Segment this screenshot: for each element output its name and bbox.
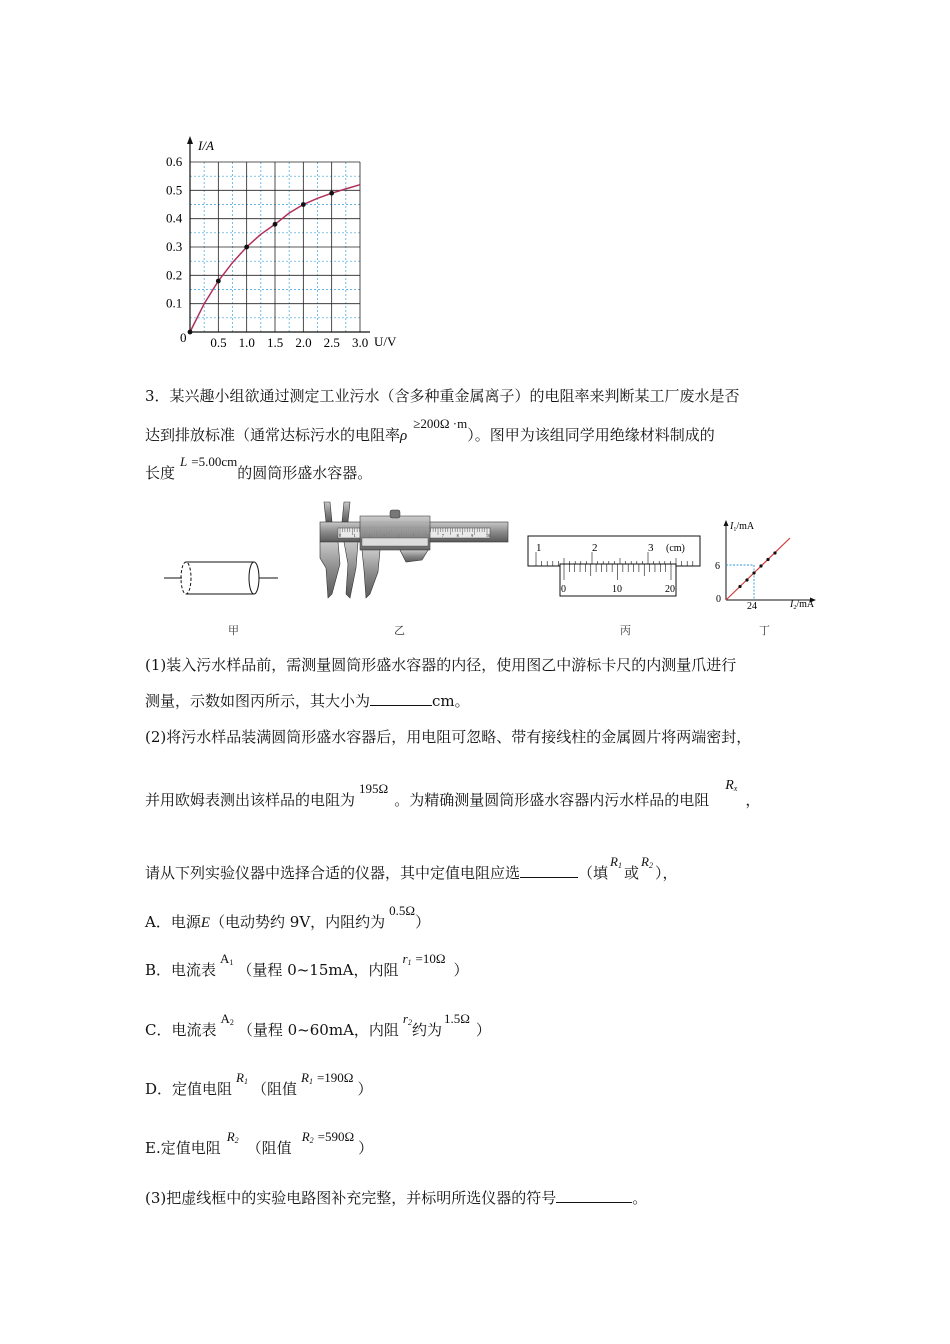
q3-l2a: 达到排放标准（通常达标污水的电阻率 (145, 426, 401, 444)
caliper-mark: 7 (441, 533, 444, 538)
r1-symbol: R1 (610, 854, 622, 870)
option-e-r2-symbol: R2 (226, 1129, 239, 1145)
scale-main-label-3: 3 (648, 542, 654, 554)
figure-yi-caliper (316, 498, 512, 604)
data-point (329, 191, 334, 196)
p2-l3b: （填 (578, 864, 609, 882)
option-a-label: A．电源 (145, 913, 201, 931)
option-a (145, 903, 431, 933)
ding-x-tick: 24 (747, 601, 757, 612)
scale-main-label-1: 1 (536, 542, 542, 554)
option-d-text: （阻值 (251, 1080, 297, 1098)
y-axis-arrow (187, 136, 193, 144)
data-point (301, 202, 306, 207)
scale-main-label-2: 2 (592, 542, 598, 554)
p1-line-1: (1)装入污水样品前，需测量圆筒形盛水容器的内径，使用图乙中游标卡尺的内测量爪进行 (145, 656, 737, 674)
option-b (145, 951, 469, 983)
q3-line-1: 3．某兴趣小组欲通过测定工业污水（含多种重金属离子）的电阻率来判断某工厂废水是否 (145, 387, 740, 405)
figure-ding-graph (706, 516, 834, 612)
option-a-close: ） (415, 913, 431, 931)
length-symbol: L (180, 454, 188, 469)
option-e-close: ） (358, 1139, 374, 1157)
scale-vernier-label-10: 10 (612, 584, 622, 595)
option-a-e-symbol: E (200, 915, 211, 931)
option-e-value: =590Ω (317, 1129, 355, 1144)
y-tick-label: 0.3 (166, 239, 183, 254)
caption-jia: 甲 (228, 624, 239, 637)
ding-x-label: $I_2/mA$ (790, 599, 815, 611)
q3-line-3 (145, 454, 373, 484)
r2-symbol: R2 (641, 854, 653, 870)
p1-l2a: 测量，示数如图丙所示，其大小为 (145, 692, 371, 710)
y-tick-label: 0.4 (166, 210, 183, 226)
option-c-text: （量程 0~60mA，内阻 (237, 1021, 399, 1039)
p3-line-1 (145, 1188, 647, 1208)
scale-vernier-label-0: 0 (561, 584, 566, 595)
scale-vernier-label-20: 20 (665, 584, 675, 595)
p1-l2b: cm。 (432, 692, 470, 710)
p2-l3a: 请从下列实验仪器中选择合适的仪器，其中定值电阻应选 (145, 864, 521, 882)
x-axis-label: U/V (374, 334, 397, 349)
ding-y-label: $I_1/mA$ (730, 521, 755, 533)
option-e-r2-eq-symbol: R2 (301, 1129, 314, 1145)
resistance-value: 195Ω (359, 781, 389, 796)
p2-line-2 (145, 778, 761, 813)
answer-blank-2[interactable] (520, 863, 578, 878)
rho-value: ≥200Ω ·m (413, 416, 468, 431)
option-a-value: 0.5Ω (389, 903, 416, 918)
y-tick-label: 0.5 (166, 182, 183, 198)
x-tick-label: 1.5 (267, 335, 284, 350)
p1-line-2 (145, 691, 470, 711)
option-c-close: ） (475, 1021, 491, 1039)
x-tick-label: 1.0 (238, 335, 255, 350)
option-e-text: （阻值 (246, 1139, 292, 1157)
caption-ding: 丁 (759, 624, 770, 637)
option-d-r1-symbol: R1 (236, 1070, 248, 1086)
option-e (145, 1129, 374, 1161)
p2-line-3 (145, 854, 678, 886)
caption-yi: 乙 (394, 624, 405, 637)
p2-l2b: 。为精确测量圆筒形盛水容器内污水样品的电阻 (394, 791, 710, 809)
option-d (145, 1070, 373, 1102)
option-d-label: D．定值电阻 (145, 1080, 233, 1098)
ammeter-a2-symbol: A2 (220, 1011, 234, 1027)
p2-l2a: 并用欧姆表测出该样品的电阻为 (145, 791, 356, 809)
r2-internal-symbol: r2 (402, 1011, 412, 1027)
x-tick-label: 0.5 (210, 335, 227, 350)
r1-internal-symbol: r1 (402, 951, 412, 967)
caliper-mark: 9 (471, 533, 474, 538)
rho-symbol: ρ (400, 428, 408, 444)
p3-l1a: (3)把虚线框中的实验电路图补充完整，并标明所选仪器的符号 (145, 1189, 557, 1207)
figure-bing-scale (526, 534, 706, 600)
caption-bing: 丙 (620, 624, 631, 637)
option-e-label: E.定值电阻 (145, 1139, 221, 1157)
option-b-value: =10Ω (415, 951, 446, 966)
y-tick-label: 0.1 (166, 295, 183, 311)
q3-l2b: ）。图甲为该组同学用绝缘材料制成的 (467, 426, 715, 444)
x-tick-label: 2.0 (295, 335, 312, 350)
ding-y-tick: 6 (715, 561, 720, 572)
ammeter-a1-symbol: A1 (220, 951, 234, 967)
option-c-mid: 约为 (411, 1021, 442, 1039)
caliper-mark: 0 (339, 533, 341, 538)
length-value: =5.00cm (191, 454, 238, 469)
y-tick-label: 0.6 (166, 154, 183, 169)
option-d-value: =190Ω (316, 1070, 354, 1085)
x-tick-label: 2.5 (323, 335, 340, 350)
data-point (188, 330, 193, 335)
chart-origin-label: 0 (180, 330, 187, 345)
data-point (273, 222, 278, 227)
ding-origin: 0 (716, 594, 721, 605)
option-b-close: ） (453, 961, 469, 979)
y-tick-label: 0.2 (166, 267, 183, 283)
option-d-r1-eq-symbol: R1 (301, 1070, 313, 1086)
caliper-mark: 8 (456, 533, 459, 538)
caliper-mark: 1 (353, 533, 356, 538)
p2-l3c: ）， (654, 864, 678, 882)
data-point (244, 245, 249, 250)
rx-symbol: Rx (725, 778, 738, 793)
option-d-close: ） (357, 1080, 373, 1098)
option-b-label: B．电流表 (145, 961, 217, 979)
p2-line-1: (2)将污水样品装满圆筒形盛水容器后，用电阻可忽略、带有接线柱的金属圆片将两端密封， (145, 728, 752, 746)
q3-l3b: 的圆筒形盛水容器。 (237, 464, 373, 482)
q3-line-2 (145, 416, 715, 446)
option-c (145, 1011, 491, 1043)
option-c-label: C．电流表 (145, 1021, 217, 1039)
or-text: 或 (623, 864, 639, 882)
option-c-value: 1.5Ω (443, 1011, 470, 1026)
q3-l3a: 长度 (145, 464, 176, 482)
data-point (216, 279, 221, 284)
figure-jia-cylinder (160, 555, 285, 605)
y-axis-label (197, 138, 214, 153)
iu-chart (160, 130, 410, 355)
p3-l1b: 。 (632, 1189, 648, 1207)
option-b-text: （量程 0~15mA，内阻 (237, 961, 399, 979)
option-a-text: （电动势约 9V，内阻约为 (210, 913, 386, 931)
x-tick-label: 3.0 (352, 335, 369, 350)
y-axis-label-text: I/A (198, 138, 214, 153)
answer-blank-1[interactable] (370, 691, 432, 706)
p2-l2c: ， (745, 791, 761, 809)
answer-blank-3[interactable] (556, 1188, 632, 1203)
caliper-mark: 10 (486, 533, 490, 538)
scale-unit-label: (cm) (666, 543, 685, 554)
